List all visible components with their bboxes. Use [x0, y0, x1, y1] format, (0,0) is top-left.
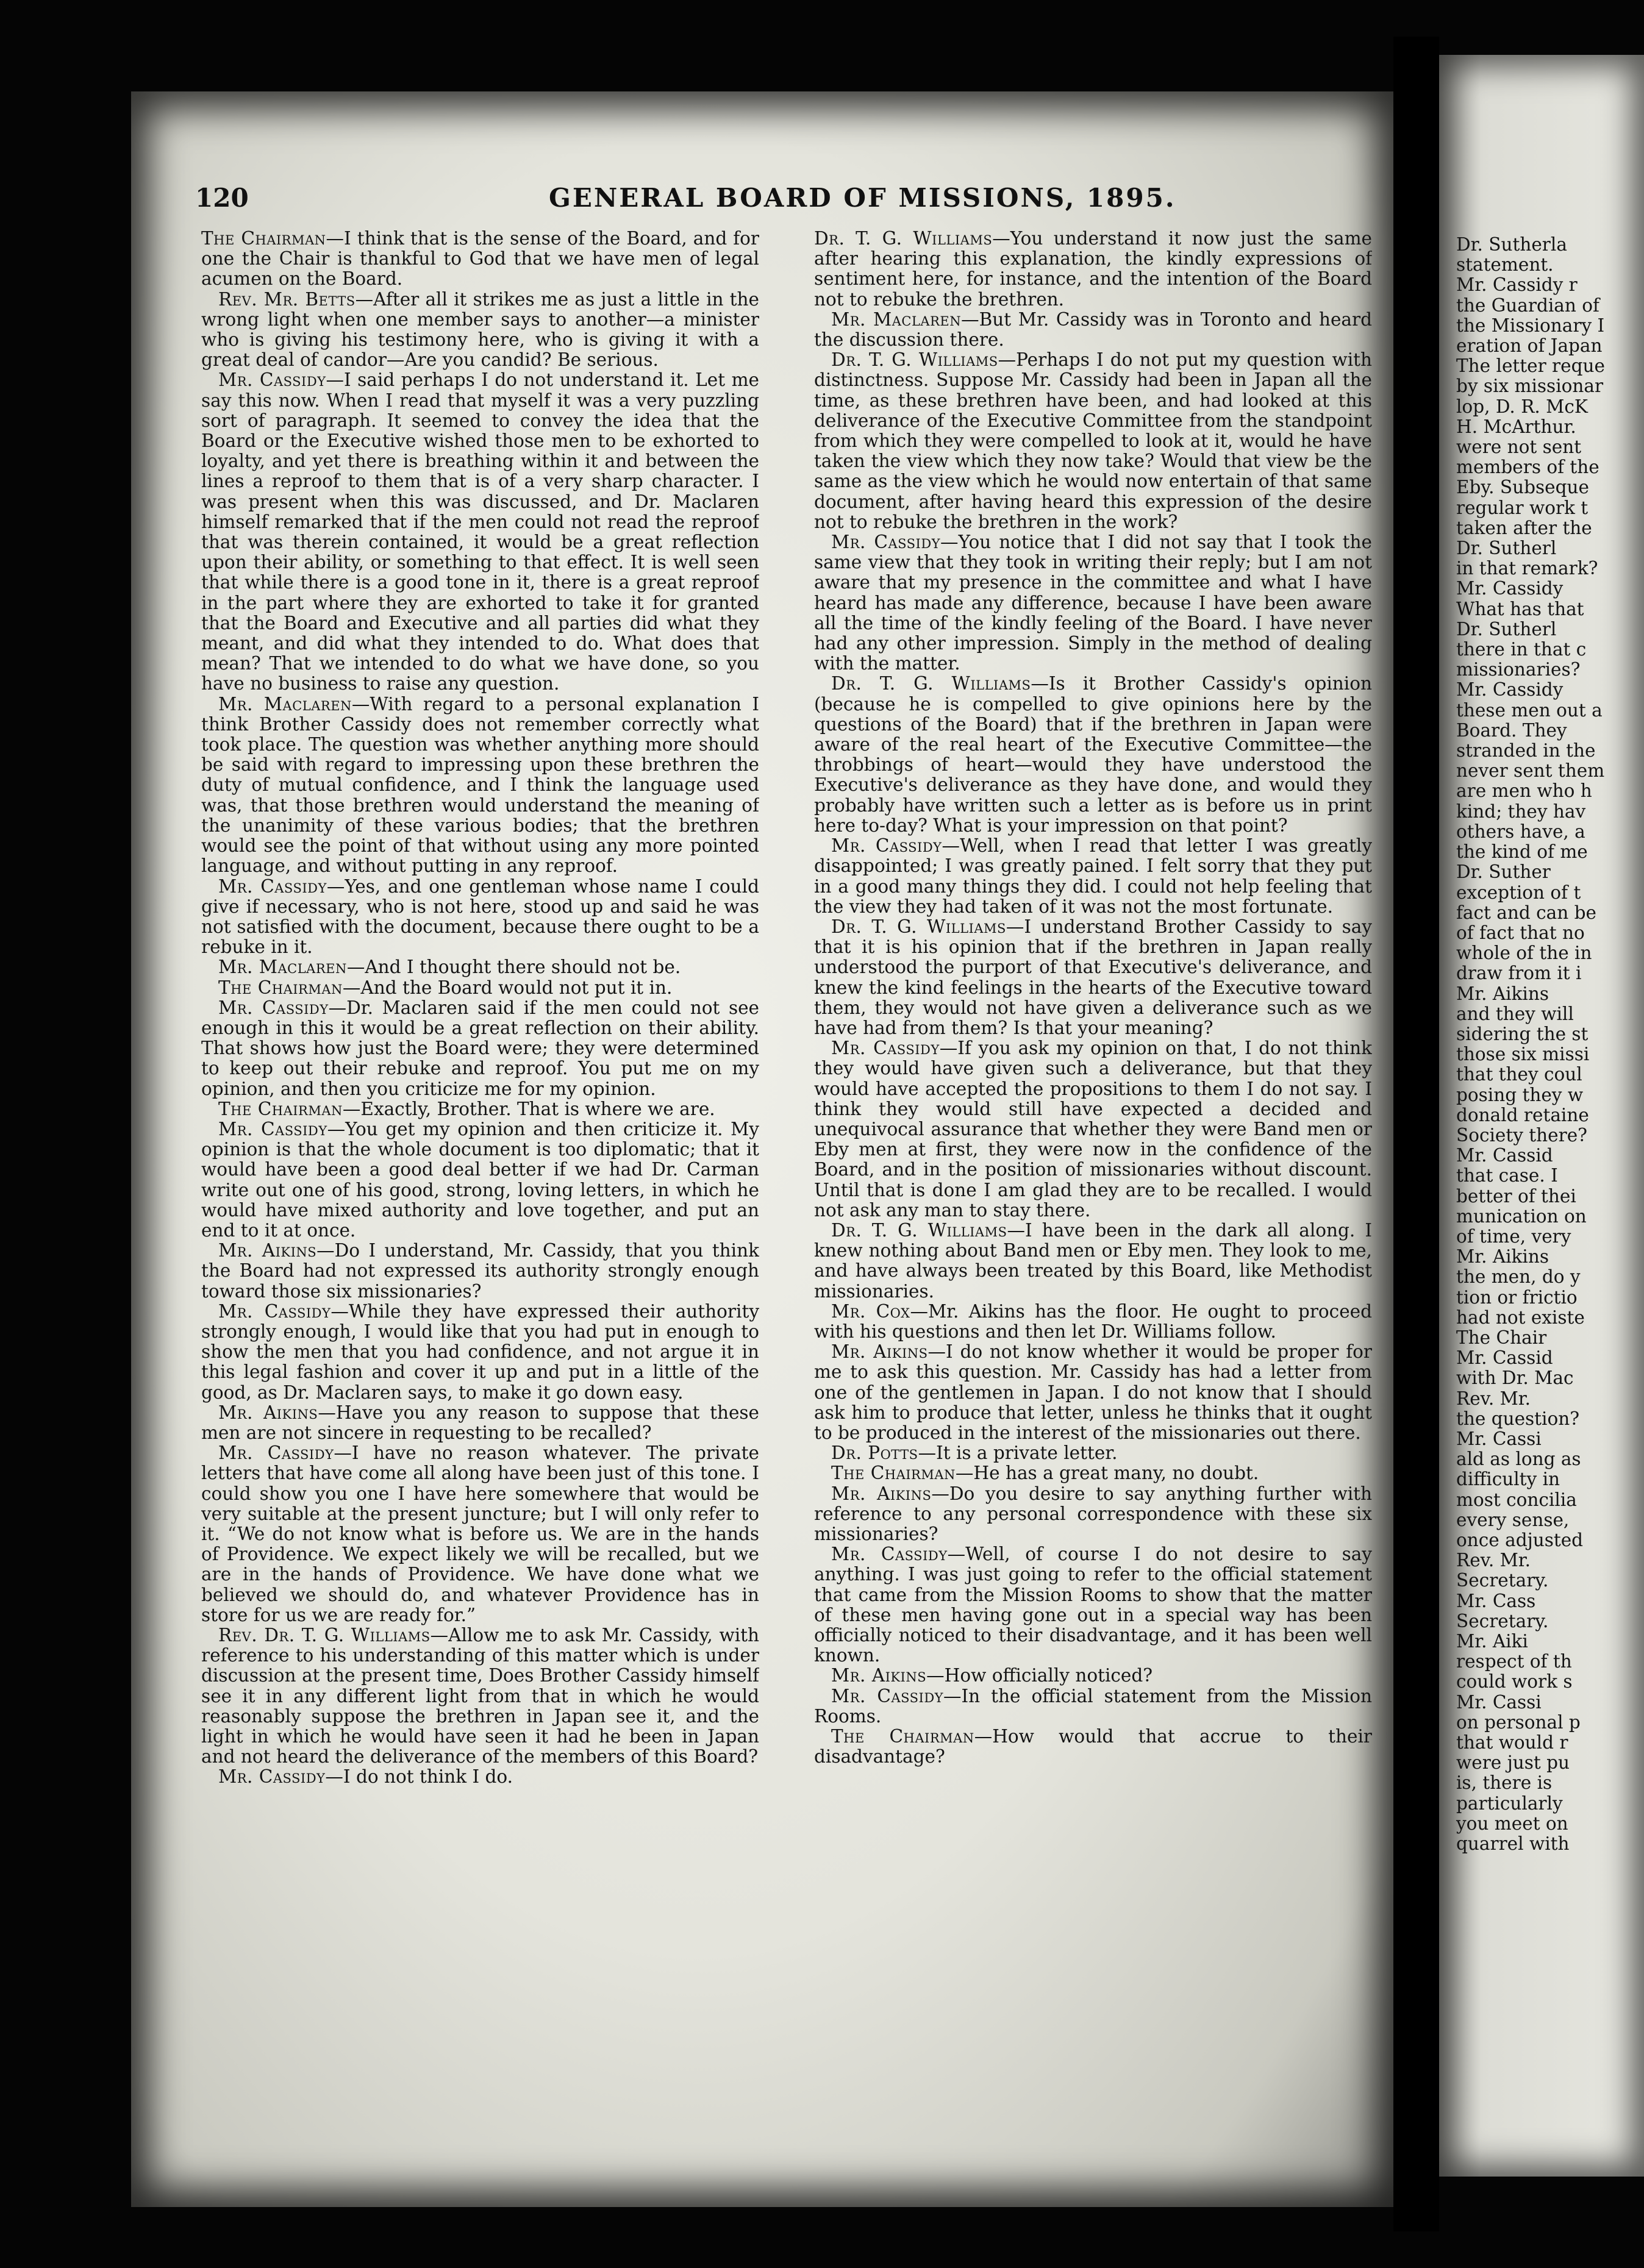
- paragraph: [201, 1767, 759, 1787]
- speech-text: —Perhaps I do not put my question with distinctness. Suppose Mr. Cassidy had been in Japan all the time, as these brethren have been, and had looked at this deliverance of the Executive Committee from the standpoint from which they were compelled to look at it, would he have taken the view which they now take? Would that view be the same as the view which he would now entertain of that same document, after having heard this expression of the desire not to rebuke the brethren in the work?: [814, 349, 1372, 532]
- fragment-line: is, there is: [1456, 1772, 1553, 1794]
- speaker-name: Dr. T. G. Williams: [831, 916, 1006, 937]
- fragment-line: Mr. Cassid: [1456, 1347, 1553, 1369]
- speaker-name: The Chairman: [218, 1098, 343, 1119]
- speech-text: —Do I understand, Mr. Cassidy, that you think the Board had not expressed its authority strongly enough toward those six missionaries?: [201, 1240, 759, 1302]
- speech-text: —Is it Brother Cassidy's opinion (because he is compelled to give opinions here by the questions of the Board) that if the brethren in Japan were aware of the real heart of the Executive Committee—the throbbings of heart—would they have understood the Executive's deliverance as they have done, and would they probably have written such a letter as is before us in print here to-day? What is your impression on that point?: [814, 673, 1372, 836]
- speech-text: —I understand Brother Cassidy to say that it is his opinion that if the brethren in Japan really understood the purport of that Executive's deliverance, and knew the kind feelings in the hearts of the Executive toward them, they would not have given a deliverance such as we have had from them? Is that your meaning?: [814, 916, 1372, 1038]
- speaker-name: Mr. Cox: [831, 1300, 910, 1322]
- fragment-line: fact and can be: [1456, 902, 1596, 923]
- paragraph: [814, 229, 1372, 310]
- fragment-line: statement.: [1456, 254, 1554, 276]
- speech-text: —Exactly, Brother. That is where we are.: [342, 1098, 715, 1119]
- fragment-line: donald retaine: [1456, 1104, 1589, 1125]
- fragment-line: Mr. Cassidy: [1456, 578, 1564, 599]
- fragment-line: Mr. Aikins: [1456, 1246, 1549, 1268]
- paragraph: [814, 1727, 1372, 1767]
- right-text-column: [814, 229, 1372, 2167]
- speech-text: —You understand it now just the same after hearing this explanation, the kindly expressions of sentiment here, for instance, and the intention of the Board not to rebuke the brethren.: [814, 229, 1372, 310]
- fragment-line: What has that: [1456, 598, 1584, 619]
- paragraph: [201, 370, 759, 694]
- speaker-name: Mr. Aikins: [218, 1240, 317, 1261]
- paragraph: [201, 1119, 759, 1241]
- fragment-line: Mr. Cass: [1456, 1590, 1536, 1611]
- speech-text: —I have no reason whatever. The private letters that have come all along have been just of this tone. I could show you one I have here somewhere that would be very suitable at the present juncture; but I will only refer to it. “We do not know what is before us. We are in the hands of Providence. We expect likely we will be recalled, but we are in the hands of Providence. We have done what we believed we should do, and whatever Providence has in store for us we are ready for.”: [201, 1442, 759, 1625]
- fragment-line: the men, do y: [1456, 1266, 1581, 1288]
- fragment-line: particularly: [1456, 1792, 1563, 1814]
- speech-text: —He has a great many, no doubt.: [955, 1463, 1259, 1484]
- fragment-line: exception of t: [1456, 882, 1581, 903]
- paragraph: [814, 674, 1372, 836]
- fragment-line: are men who h: [1456, 780, 1592, 802]
- fragment-line: could work s: [1456, 1671, 1573, 1692]
- speech-text: —I have been in the dark all along. I knew nothing about Band men or Eby men. They look to me, and have always been treated by this Board, like Methodist missionaries.: [814, 1219, 1372, 1302]
- fragment-line: Board. They: [1456, 719, 1567, 741]
- speaker-name: The Chairman: [201, 229, 326, 249]
- speech-text: —While they have expressed their authority strongly enough, I would like that you had put in enough to show the men that you had confidence, and not argue it in this legal fashion and cover it up and put in a little of the good, as Dr. Maclaren says, to make it go down easy.: [201, 1300, 759, 1403]
- paragraph: [201, 957, 759, 977]
- fragment-line: that would r: [1456, 1732, 1568, 1753]
- paragraph: [814, 350, 1372, 532]
- book-gutter: [1393, 37, 1439, 2231]
- paragraph: [201, 1241, 759, 1302]
- fragment-line: on personal p: [1456, 1711, 1581, 1733]
- paragraph: [814, 1221, 1372, 1302]
- fragment-line: munication on: [1456, 1205, 1587, 1227]
- fragment-line: Rev. Mr.: [1456, 1550, 1531, 1571]
- fragment-line: taken after the: [1456, 517, 1592, 538]
- speech-text: —Do you desire to say anything further with reference to any personal correspondence with these six missionaries?: [814, 1483, 1372, 1544]
- speech-text: —Allow me to ask Mr. Cassidy, with reference to his understanding of this matter which is under discussion at the present time, Does Brother Cassidy himself see it in any different light from that in which he would reasonably suppose the brethren in Japan see it, and the light in which he would have seen it had he been in Japan and not heard the deliverance of the members of this Board?: [201, 1625, 759, 1767]
- fragment-line: Mr. Aikins: [1456, 983, 1549, 1004]
- speaker-name: Mr. Cassidy: [218, 1442, 334, 1464]
- paragraph: [201, 1403, 759, 1443]
- speech-text: —After all it strikes me as just a little in the wrong light when one member says to another—a minister who is giving his testimony here, who is giving it with a great deal of candor—Are you candid? Be serious.: [201, 288, 759, 371]
- fragment-line: of time, very: [1456, 1225, 1571, 1247]
- fragment-line: Mr. Cassidy: [1456, 679, 1564, 701]
- fragment-line: had not existe: [1456, 1307, 1585, 1328]
- speech-text: —I do not know whether it would be proper for me to ask this question. Mr. Cassidy has had a letter from one of the gentlemen in Japan. I do not know that I should ask him to produce that letter, unless he thinks that it ought to be produced in the interest of the missionaries out there.: [814, 1341, 1372, 1443]
- fragment-line: Dr. Sutherl: [1456, 618, 1557, 640]
- fragment-line: Dr. Suther: [1456, 861, 1551, 883]
- fragment-line: that they coul: [1456, 1064, 1582, 1085]
- paragraph: [814, 1463, 1372, 1483]
- paragraph: [201, 1625, 759, 1767]
- paragraph: [814, 1302, 1372, 1342]
- speech-text: —And the Board would not put it in.: [342, 977, 673, 998]
- fragment-line: the Missionary I: [1456, 315, 1605, 336]
- fragment-line: respect of th: [1456, 1651, 1572, 1672]
- fragment-line: the question?: [1456, 1408, 1580, 1429]
- speech-text: —And I thought there should not be.: [346, 957, 681, 978]
- left-text-column: [201, 229, 759, 2167]
- fragment-line: were not sent: [1456, 437, 1582, 458]
- paragraph: [814, 1484, 1372, 1545]
- fragment-line: Mr. Cassi: [1456, 1691, 1542, 1713]
- speaker-name: The Chairman: [218, 977, 343, 998]
- paragraph: [814, 917, 1372, 1038]
- speaker-name: Mr. Aikins: [218, 1402, 318, 1423]
- speaker-name: Mr. Aikins: [831, 1341, 928, 1363]
- paragraph: [814, 1686, 1372, 1727]
- fragment-line: regular work t: [1456, 497, 1589, 518]
- fragment-line: Secretary.: [1456, 1610, 1549, 1631]
- paragraph: [201, 1443, 759, 1625]
- speech-text: —I said perhaps I do not understand it. Let me say this now. When I read that myself it was a very puzzling sort of paragraph. It seemed to convey the idea that the Board or the Executive wished those men to be exhorted to loyalty, and yet there is breathing within it and between the lines a reproof to them that is of a very sharp character. I was present when this was discussed, and Dr. Maclaren himself remarked that if the men could not read the reproof that was therein contained, it would be a great reflection upon their ability, or something to that effect. It is well seen that while there is a good tone in it, there is a great reproof in the part where they are exhorted to take it for granted that the Board and Executive and all parties did what they meant, and did what they intended to do. What does that mean? That we intended to do what we have done, so you have no business to raise any question.: [201, 369, 759, 694]
- speech-text: —With regard to a personal explanation I think Brother Cassidy does not remember correctly what took place. The question was whether anything more should be said with regard to impressing upon these brethren the duty of mutual confidence, and I think the language used was, that those brethren would understand the meaning of the unanimity of these various bodies; that the brethren would see the point of that without using any more pointed language, and without putting in any reproof.: [201, 693, 759, 877]
- fragment-line: quarrel with: [1456, 1833, 1570, 1855]
- fragment-line: of fact that no: [1456, 922, 1585, 943]
- speaker-name: Dr. T. G. Williams: [831, 1219, 1007, 1241]
- fragment-line: Secretary.: [1456, 1570, 1549, 1591]
- speaker-name: Rev. Dr. T. G. Williams: [218, 1625, 431, 1646]
- fragment-line: Mr. Cassidy r: [1456, 274, 1578, 296]
- fragment-line: with Dr. Mac: [1456, 1368, 1574, 1389]
- speaker-name: Mr. Cassidy: [831, 1038, 940, 1059]
- fragment-line: every sense,: [1456, 1509, 1570, 1530]
- fragment-line: these men out a: [1456, 699, 1603, 721]
- page-number: 120: [195, 183, 249, 213]
- fragment-line: The Chair: [1456, 1327, 1547, 1348]
- speaker-name: The Chairman: [831, 1463, 956, 1484]
- paragraph: [201, 978, 759, 998]
- fragment-line: Society there?: [1456, 1124, 1587, 1146]
- fragment-line: the kind of me: [1456, 841, 1588, 863]
- speaker-name: Mr. Cassidy: [831, 835, 942, 857]
- paragraph: [814, 1038, 1372, 1221]
- fragment-line: most concilia: [1456, 1489, 1577, 1510]
- paragraph: [201, 1302, 759, 1403]
- speaker-name: Mr. Maclaren: [831, 308, 962, 330]
- fragment-line: tion or frictio: [1456, 1286, 1578, 1308]
- fragment-line: sidering the st: [1456, 1023, 1589, 1044]
- fragment-line: The letter reque: [1456, 355, 1605, 377]
- fragment-line: there in that c: [1456, 639, 1587, 660]
- speech-text: —I do not think I do.: [325, 1766, 513, 1788]
- paragraph: [814, 310, 1372, 350]
- next-page-column: [1456, 235, 1644, 1854]
- speaker-name: The Chairman: [831, 1726, 974, 1747]
- page-right-fragment: [1439, 55, 1644, 2177]
- speaker-name: Mr. Cassidy: [831, 532, 941, 553]
- fragment-line: Dr. Sutherla: [1456, 234, 1567, 255]
- fragment-line: Mr. Aiki: [1456, 1631, 1528, 1652]
- speaker-name: Mr. Maclaren: [218, 957, 347, 978]
- speaker-name: Mr. Maclaren: [218, 693, 352, 715]
- speaker-name: Dr. T. G. Williams: [831, 673, 1031, 694]
- paragraph: [201, 1099, 759, 1119]
- speech-text: —Dr. Maclaren said if the men could not see enough in this it would be a great reflection on their ability. That shows how just the Board were; they were determined to keep out their rebuke and reproof. You put me on my opinion, and then you criticize me for my opinion.: [201, 997, 759, 1099]
- fragment-line: H. McArthur.: [1456, 416, 1576, 437]
- paragraph: [814, 836, 1372, 917]
- paragraph: [814, 1666, 1372, 1686]
- speech-text: —Have you any reason to suppose that these men are not sincere in requesting to be recalled?: [201, 1402, 759, 1443]
- speaker-name: Mr. Cassidy: [218, 997, 329, 1018]
- speaker-name: Mr. Cassidy: [218, 1118, 327, 1139]
- paragraph: [201, 290, 759, 371]
- fragment-line: you meet on: [1456, 1813, 1568, 1834]
- fragment-line: once adjusted: [1456, 1530, 1584, 1550]
- speech-text: —Yes, and one gentleman whose name I could give if necessary, who is not here, stood up and said he was not satisfied with the document, because there ought to be a rebuke in it.: [201, 875, 759, 958]
- speaker-name: Dr. Potts: [831, 1442, 918, 1464]
- speaker-name: Mr. Cassidy: [831, 1685, 944, 1706]
- paragraph: [201, 877, 759, 958]
- fragment-line: draw from it i: [1456, 963, 1582, 984]
- fragment-line: posing they w: [1456, 1084, 1584, 1105]
- fragment-line: ald as long as: [1456, 1449, 1581, 1470]
- fragment-line: difficulty in: [1456, 1469, 1560, 1490]
- fragment-line: eration of Japan: [1456, 335, 1603, 357]
- running-title: GENERAL BOARD OF MISSIONS, 1895.: [549, 183, 1176, 213]
- speaker-name: Dr. T. G. Williams: [831, 349, 998, 371]
- fragment-line: in that remark?: [1456, 558, 1598, 579]
- speech-text: —It is a private letter.: [918, 1442, 1118, 1464]
- fragment-line: whole of the in: [1456, 943, 1592, 964]
- paragraph: [201, 694, 759, 877]
- speaker-name: Mr. Aikins: [831, 1665, 927, 1686]
- fragment-line: kind; they hav: [1456, 801, 1586, 822]
- speaker-name: Mr. Aikins: [831, 1483, 932, 1504]
- page-header: [195, 183, 1390, 219]
- fragment-line: stranded in the: [1456, 740, 1596, 761]
- fragment-line: were just pu: [1456, 1752, 1570, 1774]
- fragment-line: lop, D. R. McK: [1456, 396, 1588, 417]
- speaker-name: Mr. Cassidy: [218, 1766, 326, 1788]
- speech-text: —You notice that I did not say that I took the same view that they took in writing their reply; but I am not aware that my presence in the committee and what I have heard has made any difference, because I have been aware all the time of the kindly feeling of the Board. I have never had any other impression. Simply in the method of dealing with the matter.: [814, 532, 1372, 674]
- paragraph: [201, 998, 759, 1099]
- speaker-name: Mr. Cassidy: [831, 1544, 948, 1565]
- fragment-line: members of the: [1456, 457, 1599, 478]
- paragraph: [814, 1443, 1372, 1463]
- speech-text: —Mr. Aikins has the floor. He ought to proceed with his questions and then let Dr. Williams follow.: [814, 1300, 1372, 1342]
- fragment-line: Mr. Cassid: [1456, 1145, 1553, 1166]
- fragment-line: the Guardian of: [1456, 294, 1599, 316]
- paragraph: [814, 1544, 1372, 1666]
- speech-text: —How officially noticed?: [926, 1665, 1153, 1686]
- fragment-line: that case. I: [1456, 1165, 1558, 1186]
- speech-text: —Well, of course I do not desire to say anything. I was just going to refer to the official statement that came from the Mission Rooms to show that the matter of these men having gone out in a special way has been officially noticed to their disadvantage, and it has been well known.: [814, 1544, 1372, 1666]
- fragment-line: never sent them: [1456, 760, 1605, 782]
- speaker-name: Rev. Mr. Betts: [218, 288, 356, 310]
- speech-text: —But Mr. Cassidy was in Toronto and heard the discussion there.: [814, 308, 1372, 351]
- speaker-name: Mr. Cassidy: [218, 369, 326, 391]
- speech-text: —Well, when I read that letter I was greatly disappointed; I was greatly pained. I felt sorry that they put in a good many things they did. I could not help feeling that the view they had taken of it was not the most fortunate.: [814, 835, 1372, 917]
- speech-text: —You get my opinion and then criticize it. My opinion is that the whole document is too diplomatic; that it would have been a good deal better if we had Dr. Carman write out one of his good, strong, loving letters, in which he would have mixed authority and love together, and put an end to it at once.: [201, 1118, 759, 1241]
- speech-text: —How would that accrue to their disadvantage?: [814, 1726, 1372, 1767]
- fragment-line: others have, a: [1456, 821, 1585, 842]
- fragment-line: missionaries?: [1456, 659, 1581, 680]
- fragment-line: better of thei: [1456, 1185, 1576, 1207]
- speech-text: —In the official statement from the Mission Rooms.: [814, 1685, 1372, 1727]
- fragment-line: those six missi: [1456, 1044, 1590, 1065]
- paragraph: [814, 532, 1372, 674]
- paragraph: [201, 229, 759, 290]
- fragment-line: Dr. Sutherl: [1456, 538, 1557, 559]
- fragment-line: and they will: [1456, 1003, 1574, 1024]
- speech-text: —If you ask my opinion on that, I do not think they would have given such a deliverance, but that they would have accepted the propositions to them I do not say. I think they would still have expected a decided and unequivocal assurance that whether they were Band men or Eby men at first, they were now in the confidence of the Board, and in the position of missionaries without discount. Until that is done I am glad they are to be recalled. I would not ask any man to stay there.: [814, 1038, 1372, 1221]
- speaker-name: Dr. T. G. Williams: [814, 229, 993, 249]
- fragment-line: Rev. Mr.: [1456, 1388, 1531, 1409]
- speaker-name: Mr. Cassidy: [218, 875, 327, 897]
- fragment-line: Eby. Subseque: [1456, 477, 1589, 498]
- fragment-line: Mr. Cassi: [1456, 1428, 1542, 1449]
- fragment-line: by six missionar: [1456, 376, 1604, 397]
- paragraph: [814, 1342, 1372, 1443]
- speech-text: —I think that is the sense of the Board, and for one the Chair is thankful to God that we have men of legal acumen on the Board.: [201, 229, 759, 290]
- speaker-name: Mr. Cassidy: [218, 1300, 331, 1322]
